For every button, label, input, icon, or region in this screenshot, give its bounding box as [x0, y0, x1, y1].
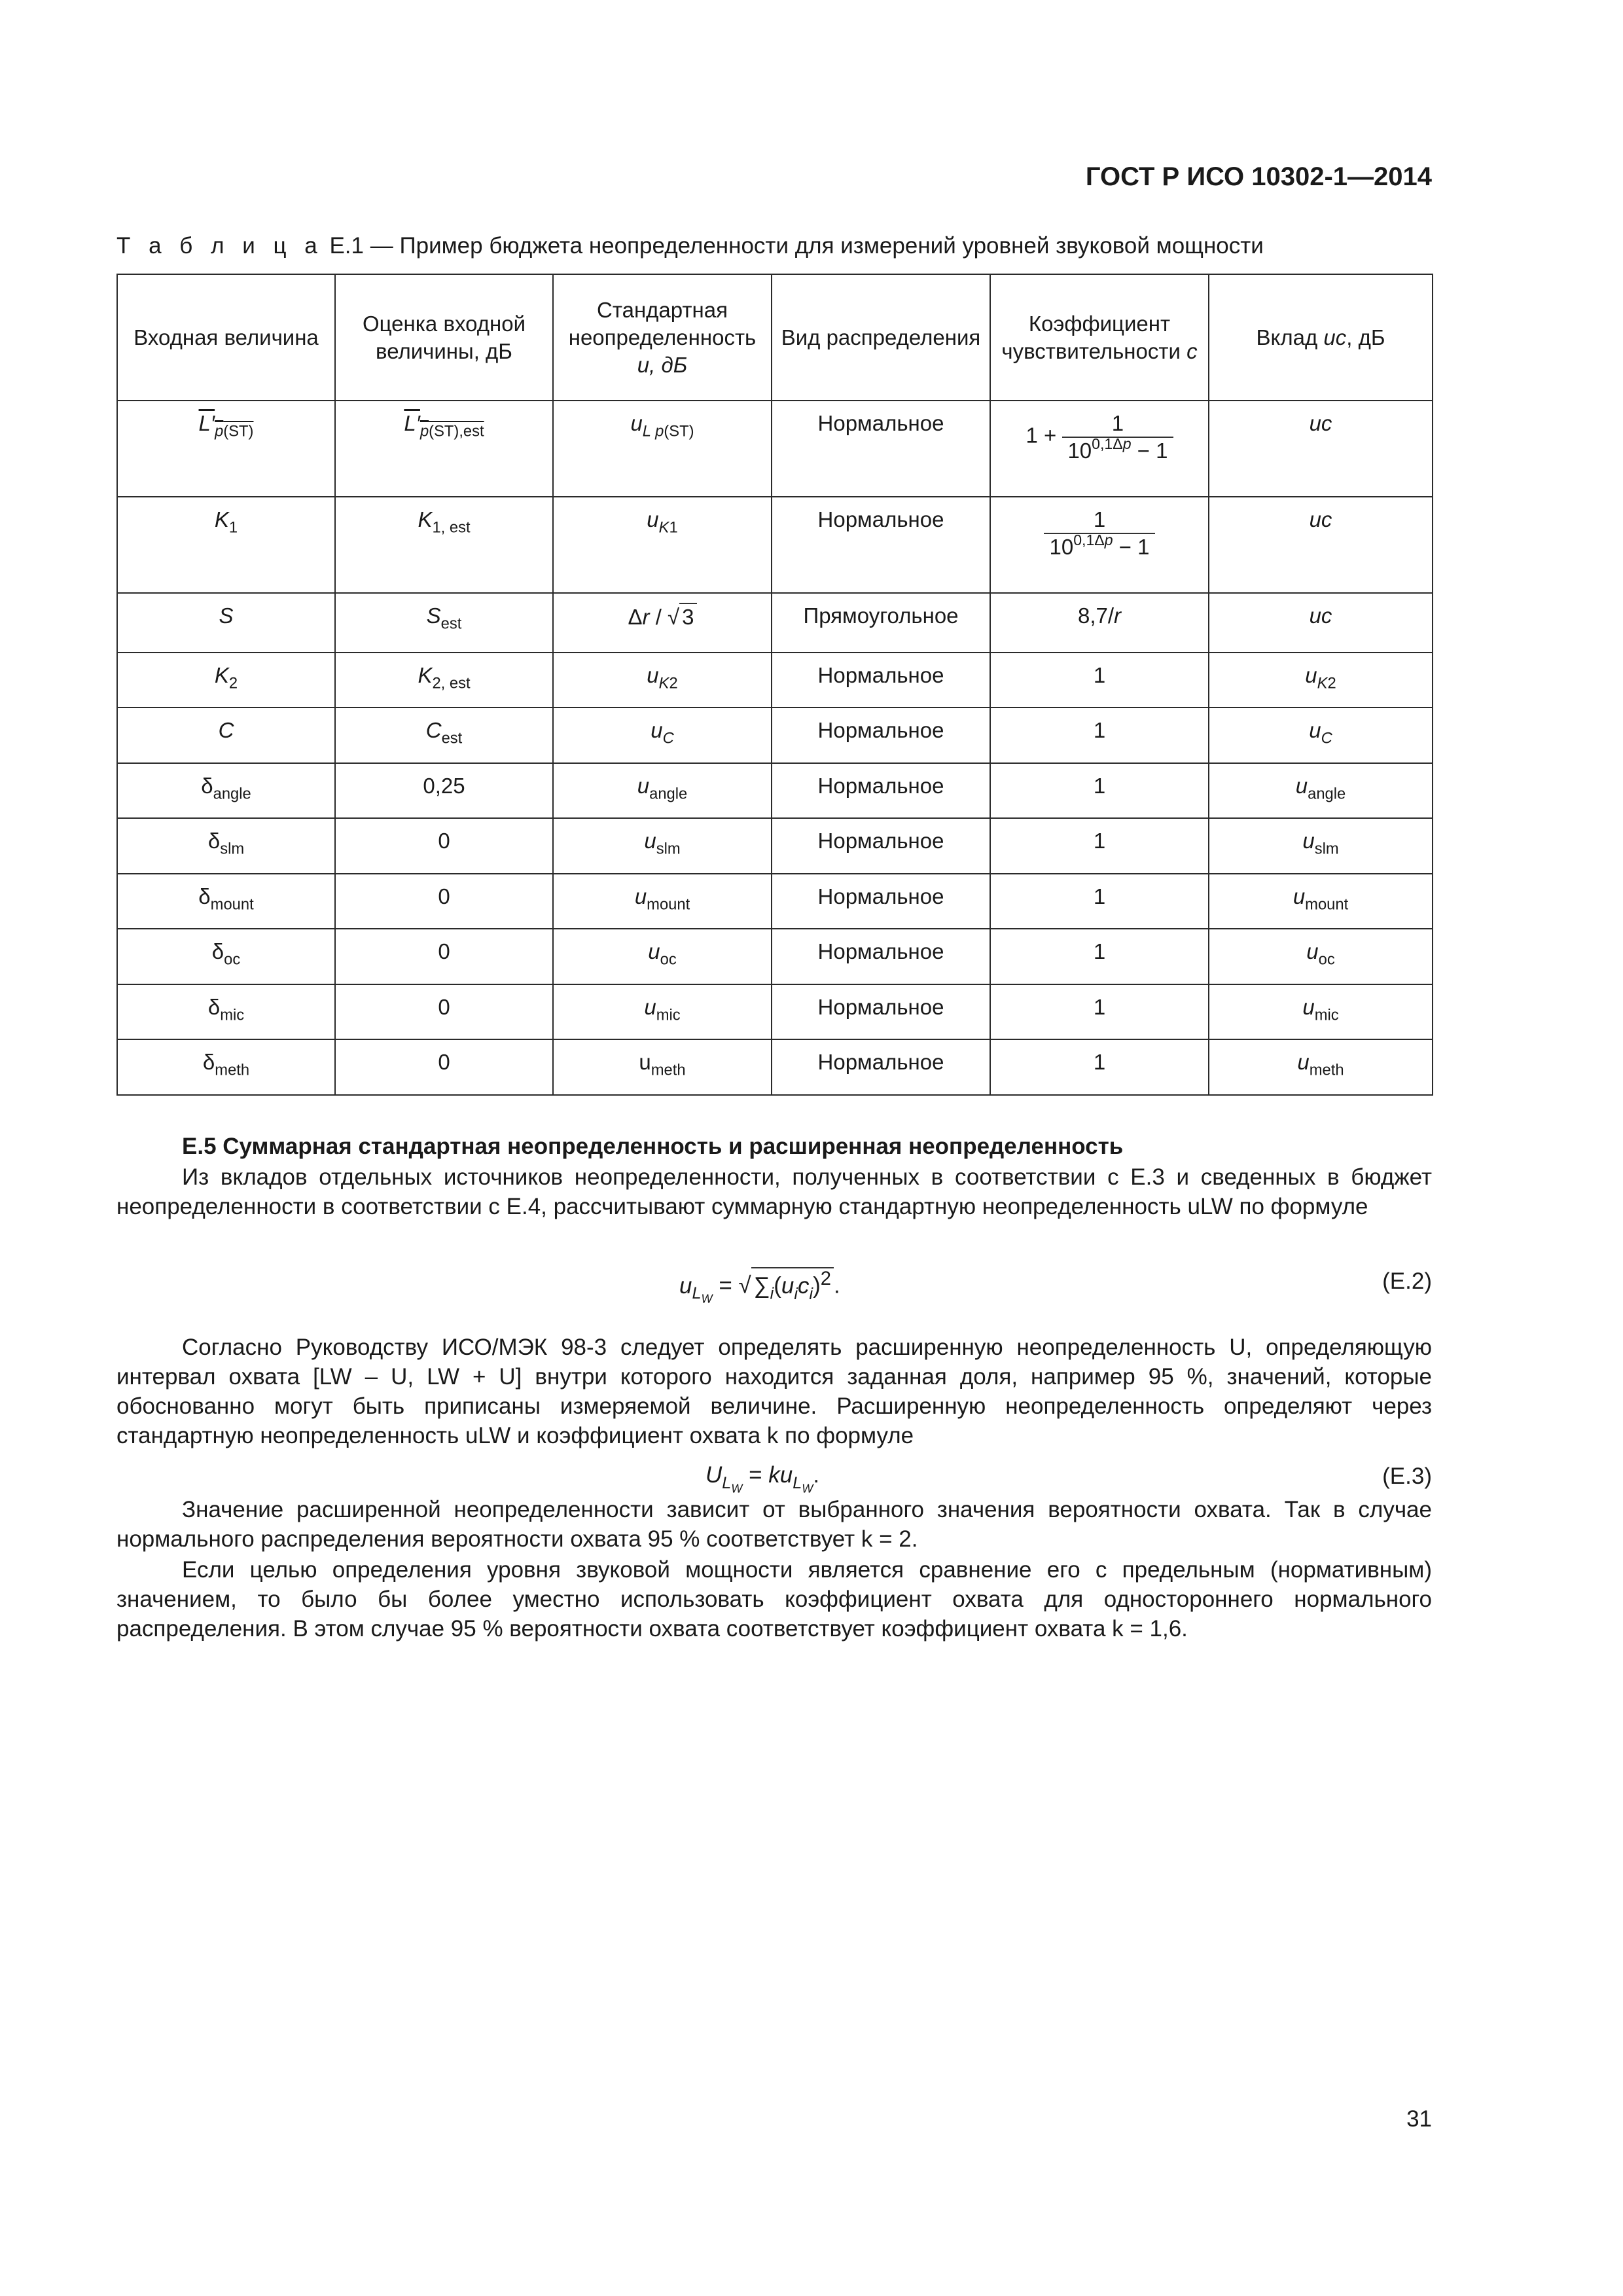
header-contribution-text: Вклад — [1256, 325, 1318, 350]
cell-sensitivity — [990, 497, 1209, 593]
cell-quantity: $\delta_{meth}$ — [117, 1039, 335, 1095]
cell-distribution: Нормальное — [772, 1039, 990, 1095]
header-sensitivity-symbol: c — [1186, 338, 1198, 363]
cell-sensitivity: 8,7/r — [990, 593, 1209, 653]
cell-contribution: $u_{mount}$ — [1209, 874, 1433, 929]
cell-quantity: S — [117, 593, 335, 653]
sensitivity-fraction: $\frac{1}{10^{0,1\Delta p} - 1}$ — [1044, 507, 1154, 560]
table-row — [117, 708, 1433, 763]
cell-distribution: Нормальное — [772, 874, 990, 929]
cell-distribution: Прямоугольное — [772, 593, 990, 653]
paragraph-2-text: Согласно Руководству ИСО/МЭК 98-3 следует определять расширенную неопределенность U, определяющую интервал охвата [LW – U, LW + U] внутри которого находится заданная доля, например 95 %, значений, которые обоснованно могут быть приписаны измеряемой величине. Расширенную неопределенность определяют через стандартную неопределенность uLW и коэффициент охвата k по формуле — [116, 1335, 1432, 1448]
cell-distribution: Нормальное — [772, 401, 990, 497]
cell-uncertainty: Δr / √ 3 — [553, 593, 772, 653]
equation-number-e2: (Е.2) — [1382, 1268, 1432, 1294]
cell-contribution: uc — [1209, 497, 1433, 593]
header-input-estimate: Оценка входной величины, дБ — [335, 274, 553, 401]
cell-estimate: 0,25 — [335, 763, 553, 819]
cell-distribution: Нормальное — [772, 763, 990, 819]
cell-uncertainty: $u_C$ — [553, 708, 772, 763]
table-row — [117, 593, 1433, 653]
cell-quantity: $L'_{p(ST)}$ — [117, 401, 335, 497]
cell-uncertainty: $u_{K1}$ — [553, 497, 772, 593]
cell-sensitivity: 1 — [990, 984, 1209, 1040]
uncertainty-budget-table — [116, 274, 1433, 1096]
cell-distribution: Нормальное — [772, 929, 990, 984]
table-caption-text: Е.1 — Пример бюджета неопределенности для измерений уровней звуковой мощности — [323, 233, 1264, 259]
cell-estimate: 0 — [335, 874, 553, 929]
table-row — [117, 818, 1433, 874]
cell-contribution: uc — [1209, 401, 1433, 497]
table-caption-label: Т а б л и ц а — [116, 233, 323, 259]
cell-contribution: $u_C$ — [1209, 708, 1433, 763]
header-contribution — [1209, 274, 1433, 401]
cell-distribution: Нормальное — [772, 818, 990, 874]
cell-uncertainty: $u_{L p(ST)}$ — [553, 401, 772, 497]
header-standard-uncertainty-text: Стандартная неопределенность — [568, 297, 757, 350]
cell-uncertainty: $u_{slm}$ — [553, 818, 772, 874]
cell-uncertainty: $u_{angle}$ — [553, 763, 772, 819]
cell-estimate: $S_{est}$ — [335, 593, 553, 653]
sensitivity-fraction: $\frac{1}{10^{0,1\Delta p} - 1}$ — [1062, 410, 1173, 464]
header-contribution-unit: , дБ — [1346, 325, 1385, 350]
header-sensitivity — [990, 274, 1209, 401]
cell-quantity: $K_2$ — [117, 653, 335, 708]
cell-sensitivity — [990, 401, 1209, 497]
cell-distribution: Нормальное — [772, 984, 990, 1040]
table-caption — [116, 233, 1264, 259]
cell-estimate: 0 — [335, 929, 553, 984]
table-row — [117, 401, 1433, 497]
page-number: 31 — [1406, 2106, 1432, 2132]
cell-quantity: $\delta_{mic}$ — [117, 984, 335, 1040]
cell-distribution: Нормальное — [772, 708, 990, 763]
cell-contribution: $u_{oc}$ — [1209, 929, 1433, 984]
paragraph-3 — [116, 1495, 1432, 1554]
cell-contribution: $u_{slm}$ — [1209, 818, 1433, 874]
cell-uncertainty: $u_{mount}$ — [553, 874, 772, 929]
cell-contribution: $u_{angle}$ — [1209, 763, 1433, 819]
table-row — [117, 497, 1433, 593]
cell-contribution: $u_{mic}$ — [1209, 984, 1433, 1040]
section-heading: Е.5 Суммарная стандартная неопределенность и расширенная неопределенность — [182, 1134, 1124, 1159]
cell-estimate: $K_{1, est}$ — [335, 497, 553, 593]
cell-quantity: $\delta_{oc}$ — [117, 929, 335, 984]
cell-sensitivity: 1 — [990, 929, 1209, 984]
header-sensitivity-text: Коэффициент чувствительности — [1001, 311, 1181, 363]
table-row — [117, 874, 1433, 929]
header-input-quantity: Входная величина — [117, 274, 335, 401]
cell-contribution: $u_{meth}$ — [1209, 1039, 1433, 1095]
paragraph-4 — [116, 1555, 1432, 1643]
sensitivity-prefix: 1 + — [1026, 423, 1057, 448]
cell-distribution: Нормальное — [772, 653, 990, 708]
cell-sensitivity: 1 — [990, 818, 1209, 874]
paragraph-3-text: Значение расширенной неопределенности зависит от выбранного значения вероятности охвата. Так в случае нормального распределения вероятности охвата 95 % соответствует k = 2. — [116, 1497, 1432, 1552]
cell-uncertainty: $u_{mic}$ — [553, 984, 772, 1040]
cell-sensitivity: 1 — [990, 1039, 1209, 1095]
cell-estimate: 0 — [335, 984, 553, 1040]
paragraph-1-text: Из вкладов отдельных источников неопределенности, полученных в соответствии с Е.3 и сведенных в бюджет неопределенности в соответствии с Е.4, рассчитывают суммарную стандартную неопределенность uLW по формуле — [116, 1164, 1432, 1219]
cell-quantity: $\delta_{angle}$ — [117, 763, 335, 819]
header-standard-uncertainty — [553, 274, 772, 401]
cell-quantity: $\delta_{mount}$ — [117, 874, 335, 929]
table-row — [117, 929, 1433, 984]
cell-sensitivity: 1 — [990, 763, 1209, 819]
formula-e3: $U_{L_W} = ku_{L_W}$. — [705, 1462, 820, 1496]
cell-sensitivity: 1 — [990, 874, 1209, 929]
table-row — [117, 1039, 1433, 1095]
cell-distribution: Нормальное — [772, 497, 990, 593]
cell-estimate: $K_{2, est}$ — [335, 653, 553, 708]
cell-estimate: 0 — [335, 1039, 553, 1095]
cell-quantity: $K_1$ — [117, 497, 335, 593]
header-contribution-symbol: uc — [1323, 325, 1347, 350]
cell-uncertainty: $u_{oc}$ — [553, 929, 772, 984]
header-distribution: Вид распределения — [772, 274, 990, 401]
table-row — [117, 984, 1433, 1040]
equation-number-e3: (Е.3) — [1382, 1463, 1432, 1489]
header-standard-uncertainty-unit: u, дБ — [637, 352, 688, 377]
cell-contribution: uc — [1209, 593, 1433, 653]
cell-uncertainty: $u_{K2}$ — [553, 653, 772, 708]
cell-estimate: $C_{est}$ — [335, 708, 553, 763]
cell-sensitivity: 1 — [990, 708, 1209, 763]
paragraph-4-text: Если целью определения уровня звуковой мощности является сравнение его с предельным (нормативным) значением, то было бы более уместно использовать коэффициент охвата для одностороннего нормального распределения. В этом случае 95 % вероятности охвата соответствует коэффициент охвата k = 1,6. — [116, 1557, 1432, 1641]
table-header-row — [117, 274, 1433, 401]
cell-estimate: 0 — [335, 818, 553, 874]
table-row — [117, 653, 1433, 708]
formula-e2: $u_{L_W}$ = √ $\sum_i(u_ic_i)^2$ . — [679, 1268, 840, 1306]
cell-contribution: $u_{K2}$ — [1209, 653, 1433, 708]
cell-estimate: $L'_{p(ST),est}$ — [335, 401, 553, 497]
table-row — [117, 763, 1433, 819]
cell-quantity: $\delta_{slm}$ — [117, 818, 335, 874]
cell-sensitivity: 1 — [990, 653, 1209, 708]
cell-quantity: C — [117, 708, 335, 763]
paragraph-2 — [116, 1333, 1432, 1450]
cell-uncertainty: $u_{meth}$ — [553, 1039, 772, 1095]
paragraph-1 — [116, 1162, 1432, 1221]
document-code: ГОСТ Р ИСО 10302-1—2014 — [1085, 162, 1432, 191]
